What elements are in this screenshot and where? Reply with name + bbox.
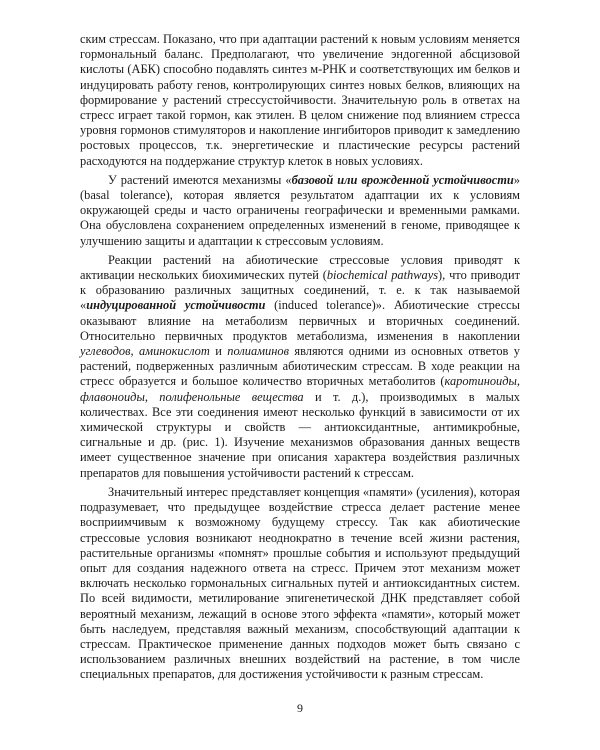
body-text: У растений имеются механизмы «: [108, 172, 292, 187]
body-text: Реакции растений на абиотические стрессовые условия приводят к активации нескольких биохимических путей (: [80, 252, 520, 283]
body-text: и: [209, 344, 228, 359]
emphasis-text: базовой или врожденной устойчивости: [291, 172, 514, 187]
paragraph-2: [80, 173, 520, 249]
emphasis-text: каротиноиды, флавоноиды, полифенольные вещества: [80, 374, 520, 404]
body-text: ским стрессам. Показано, что при адаптации растений к новым условиям меняется гормональный баланс. Предполагают, что увеличение эндогенной абсцизовой кислоты (АБК) способно подавлять синтез м-РНК и соответствующих им белков и индуцировать работу генов, контролирующих синтез новых белков, влияющих на формирование у растений стрессустойчивости. Значительную роль в ответах на стресс играет такой гормон, как этилен. В целом снижение под влиянием стресса уровня гормонов стимуляторов и накопление ингибиторов приводит к замедлению ростовых процессов, т.к. энергетические и пластические ресурсы растений расходуются на поддержание структур клеток в новых условиях.: [80, 32, 520, 168]
body-text: » (basal tolerance), которая является результатом адаптации их к условиям окружающей среды и часто ограничены географически и временными рамками. Она обусловлена сохранением определенных изменений в геноме, приводящее к улучшению защиты и адаптации к стрессовым условиям.: [80, 172, 520, 248]
emphasis-text: индуцированной устойчивости: [86, 298, 266, 313]
paragraph-3: [80, 253, 520, 481]
body-text: являются одними из основных ответов у растений, подверженных различным абиотическим стрессам. В ходе реакции на стресс образуется и большое количество вторичных метаболитов (: [80, 344, 520, 389]
body-text: Значительный интерес представляет концепция «памяти» (усиления), которая подразумевает, что предыдущее воздействие стресса делает растение менее восприимчивым к возможному будущему стрессу. Так как абиотические стрессовые условия возникают неоднократно в течение всей жизни растения, растительные организмы «помнят» прошлые события и используют предыдущий опыт для создания надежного ответа на стресс. Причем этот механизм может включать несколько гормональных сигнальных путей и антиоксидантных систем. По всей видимости, метилирование эпигенетической ДНК представляет собой вероятный механизм, лежащий в основе этого эффекта «памяти», который может быть наследуем, представляя важный механизм, способствующий адаптации к стрессам. Практическое применение данных подходов может быть связано с использованием различных внешних воздействий на растение, в том числе специальных препаратов, для достижения устойчивости к разным стрессам.: [80, 484, 520, 682]
page-number: 9: [297, 701, 303, 715]
body-text: (induced tolerance)». Абиотические стрессы оказывают влияние на метаболизм первичных и вторичных соединений. Относительно первичных продуктов метаболизма, изменения в накоплении: [80, 298, 520, 343]
emphasis-text: biochemical pathways: [326, 268, 439, 283]
page-body: [80, 32, 520, 687]
paragraph-4: [80, 485, 520, 683]
emphasis-text: полиаминов: [227, 344, 289, 359]
body-text: ), что приводит к образованию различных защитных соединений, т. е. к так называемой «: [80, 268, 520, 313]
paragraph-1: [80, 32, 520, 169]
emphasis-text: углеводов, аминокислот: [80, 344, 210, 359]
body-text: и т. д.), производимых в малых количествах. Все эти соединения имеют несколько функций в зависимости от их химической структуры и свойств — антиоксидантные, антимикробные, сигнальные и др. (рис. 1). Изучение механизмов образования данных веществ имеет существенное значение при описания характера воздействия различных препаратов для повышения устойчивости растений к стрессам.: [80, 389, 520, 480]
